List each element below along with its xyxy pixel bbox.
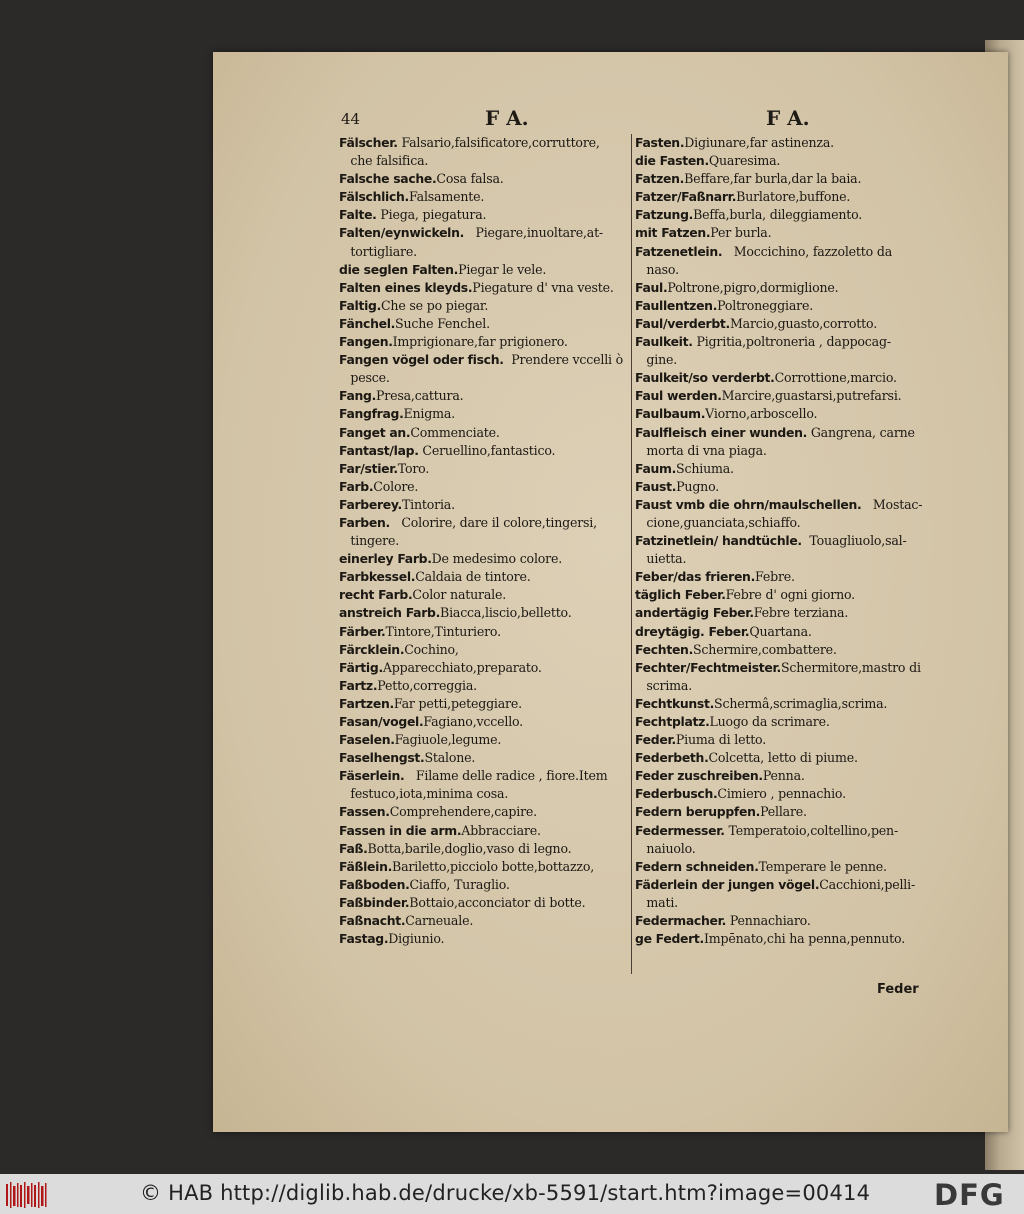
entry-definition: Quaresima. [708,153,781,169]
dictionary-entry [339,623,637,641]
entry-headword: recht Farb. [339,587,413,603]
entry-headword: Faulbaum. [635,406,706,422]
entry-headword: Faum. [635,460,677,476]
entry-definition: Impēnato,chi ha penna,pennuto. [703,931,906,947]
dictionary-entry [635,858,947,876]
entry-headword: Fassen. [339,804,390,820]
entry-definition: Caldaia de tintore. [415,569,531,585]
entry-definition: Febre d' ogni giorno. [725,587,855,603]
entry-definition: De medesimo colore. [431,551,563,567]
entry-headword: Fartz. [339,677,378,693]
dictionary-entry [635,785,947,803]
entry-definition: Presa,cattura. [376,388,464,404]
entry-headword: Fechter/Fechtmeister. [635,659,781,675]
entry-headword: Federn schneiden. [635,858,759,874]
entry-headword: Farbkessel. [339,569,416,585]
entry-headword: Fantast/lap. [339,442,419,458]
entry-headword: Feber/das frieren. [635,569,755,585]
entry-headword: Federmacher. [635,913,727,929]
entry-headword: Faust. [635,478,677,494]
dictionary-entry [339,550,637,568]
entry-definition: Petto,correggia. [377,677,477,693]
entry-definition: Bariletto,picciolo botte,bottazzo, [392,858,595,874]
entry-headword: Federbeth. [635,750,709,766]
entry-definition: Filame delle radice , fiore.Item festuco,iota,minima cosa. [350,768,608,802]
entry-definition: Beffare,far burla,dar la baia. [684,171,862,187]
entry-headword: Faulfleisch einer wunden. [635,424,808,440]
dictionary-entry [339,134,637,170]
entry-definition: Quartana. [749,623,812,639]
entry-definition: Color naturale. [412,587,507,603]
entry-definition: Colorire, dare il colore,tingersi, tingere. [350,514,597,549]
entry-definition: Febre terziana. [753,605,849,621]
entry-definition: Temperatoio,coltellino,pen- naiuolo. [646,822,899,856]
dictionary-entry [635,912,947,930]
entry-definition: Comprehendere,capire. [389,804,537,820]
left-column [339,134,637,948]
entry-definition: Beffa,burla, dileggiamento. [693,207,863,223]
entry-definition: Tintoria. [401,496,455,512]
dictionary-entry [635,279,947,297]
entry-headword: Falte. [339,207,377,223]
entry-headword: Fechten. [635,641,693,657]
entry-headword: Faulkeit. [635,334,693,350]
entry-headword: Farb. [339,478,374,494]
entry-definition: Biacca,liscio,belletto. [440,605,572,621]
running-head-right: F A. [766,106,810,130]
entry-definition: Stalone. [424,750,476,766]
dictionary-entry [635,496,947,532]
page-number: 44 [341,110,361,128]
dictionary-entry [635,930,947,948]
entry-headword: Falten eines kleyds. [339,279,473,295]
entry-definition: Enigma. [403,406,455,422]
dictionary-entry [635,532,947,568]
dictionary-entry [635,224,947,242]
entry-definition: Moccichino, fazzoletto da naso. [646,243,893,277]
entry-headword: Fäserlein. [339,768,405,784]
entry-definition: Ceruellino,fantastico. [418,442,556,458]
column-divider [631,134,632,974]
entry-headword: Faulkeit/so verderbt. [635,370,775,386]
entry-headword: Faltig. [339,297,381,313]
entry-definition: Pellare. [760,804,807,820]
dictionary-entry [339,442,637,460]
dictionary-entry [339,876,637,894]
dictionary-entry [635,405,947,423]
dictionary-entry [339,912,637,930]
entry-definition: Piegature d' vna veste. [472,279,614,295]
dictionary-entry [339,713,637,731]
entry-definition: Cimiero , pennachio. [717,786,846,802]
entry-headword: Faust vmb die ohrn/maulschellen. [635,496,862,512]
entry-headword: Fassen in die arm. [339,822,462,838]
entry-definition: Botta,barile,doglio,vaso di legno. [367,840,572,856]
entry-headword: Fatzen. [635,171,685,187]
entry-definition: Piega, piegatura. [376,207,487,223]
entry-headword: Farben. [339,514,390,530]
entry-definition: Piegare,inuoltare,at- tortigliare. [350,225,603,259]
entry-headword: Fäderlein der jungen vögel. [635,876,820,892]
entry-headword: andertägig Feber. [635,605,754,621]
dictionary-entry [635,206,947,224]
right-column [635,134,947,948]
dictionary-entry [339,170,637,188]
dictionary-entry [635,424,947,460]
entry-headword: Färber. [339,623,386,639]
entry-definition: Carneuale. [405,913,474,929]
entry-definition: Che se po piegar. [381,297,489,313]
entry-headword: Feder zuschreiben. [635,768,763,784]
entry-definition: Cochino, [404,641,459,657]
entry-definition: Prendere vccelli ò pesce. [350,352,624,386]
dictionary-entry [339,206,637,224]
entry-headword: Federn beruppfen. [635,804,761,820]
entry-headword: täglich Feber. [635,587,726,603]
entry-headword: Fatzenetlein. [635,243,723,259]
dictionary-entry [635,568,947,586]
dictionary-entry [339,822,637,840]
entry-headword: Faßbinder. [339,894,410,910]
dictionary-entry [339,460,637,478]
page-header [213,106,1008,134]
entry-headword: Fäßlein. [339,858,393,874]
dictionary-entry [339,424,637,442]
entry-headword: Fasten. [635,135,685,150]
entry-headword: anstreich Farb. [339,605,441,621]
entry-definition: Gangrena, carne morta di vna piaga. [646,424,915,458]
entry-definition: Suche Fenchel. [395,315,490,331]
dfg-logo: DFG [934,1178,1005,1212]
entry-definition: Apparecchiato,preparato. [382,659,542,675]
entry-headword: Fartzen. [339,695,394,711]
dictionary-entry [339,478,637,496]
entry-definition: Ciaffo, Turaglio. [409,876,510,892]
entry-headword: Faullentzen. [635,297,718,313]
entry-headword: die seglen Falten. [339,261,459,277]
entry-definition: Poltroneggiare. [717,297,814,313]
entry-headword: Federbusch. [635,786,718,802]
entry-headword: Fälschlich. [339,189,409,205]
dictionary-entry [635,713,947,731]
entry-headword: Falten/eynwickeln. [339,225,465,241]
dictionary-entry [635,152,947,170]
dictionary-entry [635,641,947,659]
dictionary-entry [635,749,947,767]
dictionary-entry [635,460,947,478]
entry-definition: Imprigionare,far prigionero. [392,334,568,350]
entry-headword: Faßboden. [339,876,410,892]
entry-definition: Marcio,guasto,corrotto. [729,315,877,331]
entry-definition: Marcire,guastarsi,putrefarsi. [721,388,902,404]
dictionary-entry [339,224,637,260]
entry-headword: dreytägig. Feber. [635,623,750,639]
dictionary-entry [635,387,947,405]
entry-definition: Temperare le penne. [758,858,887,874]
dictionary-entry [339,858,637,876]
dictionary-entry [339,188,637,206]
entry-definition: Pugno. [676,478,720,494]
entry-definition: Cosa falsa. [436,171,504,187]
dictionary-entry [635,369,947,387]
entry-definition: Pennachiaro. [726,913,811,929]
dictionary-entry [635,695,947,713]
entry-headword: Faul. [635,279,668,295]
entry-headword: Fang. [339,388,376,404]
entry-headword: Fechtplatz. [635,714,710,729]
running-head-left: F A. [485,106,529,130]
entry-definition: Colcetta, letto di piume. [708,750,858,766]
entry-definition: Fagiano,vccello. [423,714,523,729]
entry-definition: Digiunio. [388,931,445,947]
entry-headword: Fälscher. [339,135,398,150]
entry-headword: ge Federt. [635,931,704,947]
entry-headword: Federmesser. [635,822,725,838]
dictionary-entry [635,604,947,622]
dictionary-entry [339,803,637,821]
entry-definition: Touagliuolo,sal- uietta. [646,533,907,567]
entry-headword: Faul werden. [635,388,722,404]
entry-headword: Fasan/vogel. [339,714,424,729]
entry-definition: Per burla. [710,225,772,241]
dictionary-entry [635,315,947,333]
entry-headword: Fangen vögel oder fisch. [339,352,504,368]
entry-definition: Cacchioni,pelli- mati. [646,876,916,910]
dictionary-entry [635,478,947,496]
entry-definition: Bottaio,acconciator di botte. [409,894,586,910]
dictionary-entry [635,586,947,604]
entry-headword: Fastag. [339,931,389,947]
entry-definition: Penna. [762,768,805,784]
dictionary-entry [339,840,637,858]
entry-headword: einerley Farb. [339,551,432,567]
entry-definition: Falsario,falsificatore,corruttore, che falsifica. [350,135,600,169]
entry-definition: Toro. [397,460,430,476]
dictionary-entry [339,586,637,604]
entry-headword: Fechtkunst. [635,695,715,711]
entry-definition: Piuma di letto. [675,732,767,748]
entry-definition: Abbracciare. [461,822,541,838]
entry-headword: Fänchel. [339,315,396,331]
entry-headword: Fatzer/Faßnarr. [635,189,737,205]
dictionary-entry [339,659,637,677]
dictionary-entry [339,767,637,803]
entry-definition: Viorno,arboscello. [705,406,818,422]
dictionary-entry [635,822,947,858]
entry-headword: mit Fatzen. [635,225,711,241]
dictionary-entry [339,568,637,586]
entry-definition: Colore. [373,478,419,494]
book-page [213,52,1008,1132]
footer-source-link[interactable]: © HAB http://diglib.hab.de/drucke/xb-5591/start.htm?image=00414 [140,1181,871,1205]
dictionary-entry [339,315,637,333]
dictionary-entry [339,261,637,279]
dictionary-entry [635,876,947,912]
dictionary-entry [339,387,637,405]
entry-headword: Far/stier. [339,460,398,476]
entry-headword: Falsche sache. [339,171,437,187]
barcode-logo-icon [4,1180,50,1210]
entry-definition: Pigritia,poltroneria , dappocag- gine. [646,334,891,368]
entry-headword: Feder. [635,732,676,748]
entry-headword: Fatzinetlein/ handtüchle. [635,533,802,549]
entry-headword: die Fasten. [635,153,709,169]
entry-definition: Febre. [755,569,795,585]
entry-definition: Digiunare,far astinenza. [684,135,834,150]
entry-headword: Farberey. [339,496,402,512]
dictionary-entry [635,659,947,695]
dictionary-entry [635,297,947,315]
dictionary-entry [339,731,637,749]
entry-definition: Tintore,Tinturiero. [385,623,501,639]
entry-definition: Far petti,peteggiare. [393,695,522,711]
entry-definition: Piegar le vele. [458,261,547,277]
entry-definition: Schermâ,scrimaglia,scrima. [714,695,888,711]
dictionary-entry [635,243,947,279]
dictionary-entry [339,930,637,948]
dictionary-entry [635,170,947,188]
entry-definition: Falsamente. [408,189,485,205]
entry-headword: Faselhengst. [339,750,425,766]
entry-definition: Luogo da scrimare. [709,714,830,729]
dictionary-entry [339,641,637,659]
dictionary-entry [339,279,637,297]
entry-headword: Fangen. [339,334,393,350]
dictionary-entry [635,134,947,152]
catchword: Feder [877,982,919,997]
entry-headword: Fanget an. [339,424,411,440]
dictionary-entry [339,405,637,423]
entry-definition: Schiuma. [676,460,734,476]
dictionary-entry [339,496,637,514]
dictionary-entry [635,803,947,821]
dictionary-entry [339,297,637,315]
entry-headword: Fatzung. [635,207,694,223]
entry-headword: Färtig. [339,659,383,675]
entry-definition: Poltrone,pigro,dormiglione. [667,279,839,295]
dictionary-entry [339,604,637,622]
dictionary-entry [635,731,947,749]
dictionary-entry [339,351,637,387]
entry-definition: Mostac- cione,guanciata,schiaffo. [646,496,923,530]
dictionary-entry [635,188,947,206]
entry-headword: Färcklein. [339,641,405,657]
entry-headword: Faß. [339,840,368,856]
dictionary-entry [635,767,947,785]
entry-definition: Commenciate. [410,424,500,440]
dictionary-entry [339,333,637,351]
dictionary-entry [339,514,637,550]
entry-headword: Fangfrag. [339,406,404,422]
entry-definition: Schermitore,mastro di scrima. [646,659,921,693]
entry-definition: Corrottione,marcio. [774,370,897,386]
entry-definition: Fagiuole,legume. [394,732,502,748]
entry-headword: Faßnacht. [339,913,406,929]
dictionary-entry [339,749,637,767]
entry-headword: Faul/verderbt. [635,315,730,331]
entry-headword: Faselen. [339,732,395,748]
entry-definition: Schermire,combattere. [693,641,837,657]
dictionary-entry [635,623,947,641]
dictionary-entry [635,333,947,369]
dictionary-entry [339,695,637,713]
dictionary-entry [339,894,637,912]
dictionary-entry [339,677,637,695]
entry-definition: Burlatore,buffone. [736,189,851,205]
